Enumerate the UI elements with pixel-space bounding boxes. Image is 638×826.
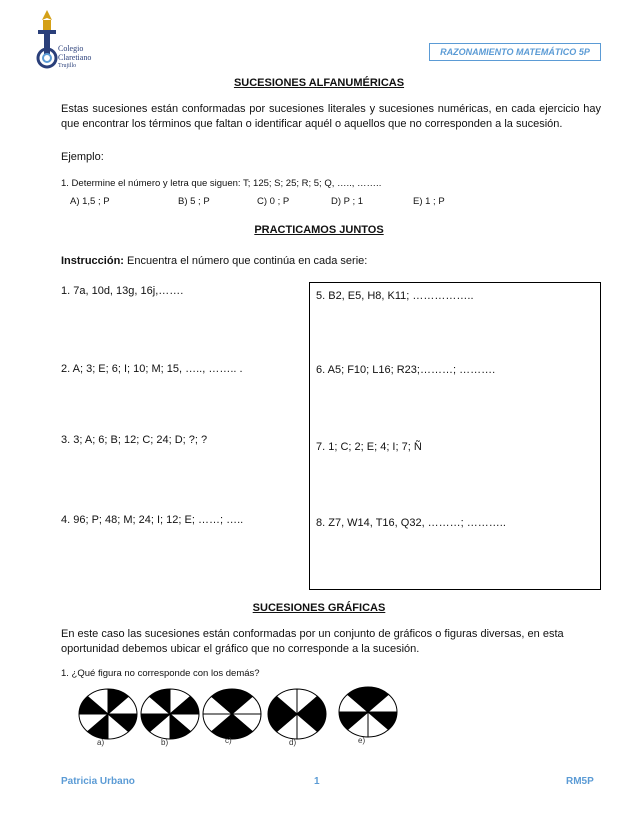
example-label: Ejemplo: (61, 151, 104, 163)
option-e: E) 1 ; P (413, 196, 445, 207)
figure-label-b: b) (161, 738, 169, 747)
instruction-label: Instrucción: (61, 255, 124, 267)
exercise-1: 1. 7a, 10d, 13g, 16j,……. (61, 285, 184, 297)
figure-circle-a (79, 689, 137, 739)
figure-circle-d (268, 689, 326, 739)
section-title-practicamos: PRACTICAMOS JUNTOS (254, 224, 384, 236)
logo-line2: Claretiano (58, 53, 92, 62)
graficas-intro: En este caso las sucesiones están conformadas por un conjunto de gráficos o figuras diversas, en esta oportunidad debemos ubicar el gráfico que no corresponde a la sucesión. (61, 628, 564, 655)
option-d: D) P ; 1 (331, 196, 364, 207)
option-b: B) 5 ; P (178, 196, 210, 207)
figure-circle-b (141, 689, 199, 739)
logo-line3: Trujillo (58, 63, 77, 69)
exercise-3: 3. 3; A; 6; B; 12; C; 24; D; ?; ? (61, 434, 208, 446)
instruction (61, 254, 367, 269)
figure-circle-e (339, 687, 397, 737)
figure-label-d: d) (289, 738, 297, 747)
footer-author: Patricia Urbano (61, 776, 135, 787)
figure-circle-c (203, 689, 261, 739)
instruction-text: Encuentra el número que continúa en cada serie: (123, 255, 368, 267)
figure-label-e: e) (358, 736, 366, 745)
exercise-6: 6. A5; F10; L16; R23;………; ………. (316, 364, 496, 376)
option-c: C) 0 ; P (257, 196, 290, 207)
option-a: A) 1,5 ; P (70, 196, 110, 207)
section-title-alfanumericas: SUCESIONES ALFANUMÉRICAS (233, 77, 405, 89)
example-question: 1. Determine el número y letra que siguen: T; 125; S; 25; R; 5; Q, ….., …….. (61, 178, 382, 189)
figure-label-c: c) (225, 736, 232, 745)
exercise-4: 4. 96; P; 48; M; 24; I; 12; E; ……; ….. (61, 514, 244, 526)
section-title-graficas: SUCESIONES GRÁFICAS (252, 602, 386, 614)
school-logo (28, 8, 98, 70)
graficas-question: 1. ¿Qué figura no corresponde con los demás? (61, 668, 260, 679)
intro-paragraph: Estas sucesiones están conformadas por sucesiones literales y sucesiones numéricas, en cada ejercicio hay que encontrar los términos que faltan o identificar aquél o aquellos que no corresponden a la sucesión. (61, 103, 601, 130)
footer-page-number: 1 (314, 776, 320, 787)
exercise-2: 2. A; 3; E; 6; I; 10; M; 15, ….., …….. . (61, 363, 243, 375)
figure-label-a: a) (97, 738, 105, 747)
header-tag: RAZONAMIENTO MATEMÁTICO 5P (429, 43, 601, 61)
footer-code: RM5P (566, 776, 594, 787)
exercise-8: 8. Z7, W14, T16, Q32, ………; ……….. (316, 517, 506, 529)
logo-line1: Colegio (58, 44, 84, 53)
exercise-5: 5. B2, E5, H8, K11; …………….. (316, 290, 474, 302)
exercise-box (309, 282, 601, 590)
exercise-7: 7. 1; C; 2; E; 4; I; 7; Ñ (316, 441, 422, 453)
